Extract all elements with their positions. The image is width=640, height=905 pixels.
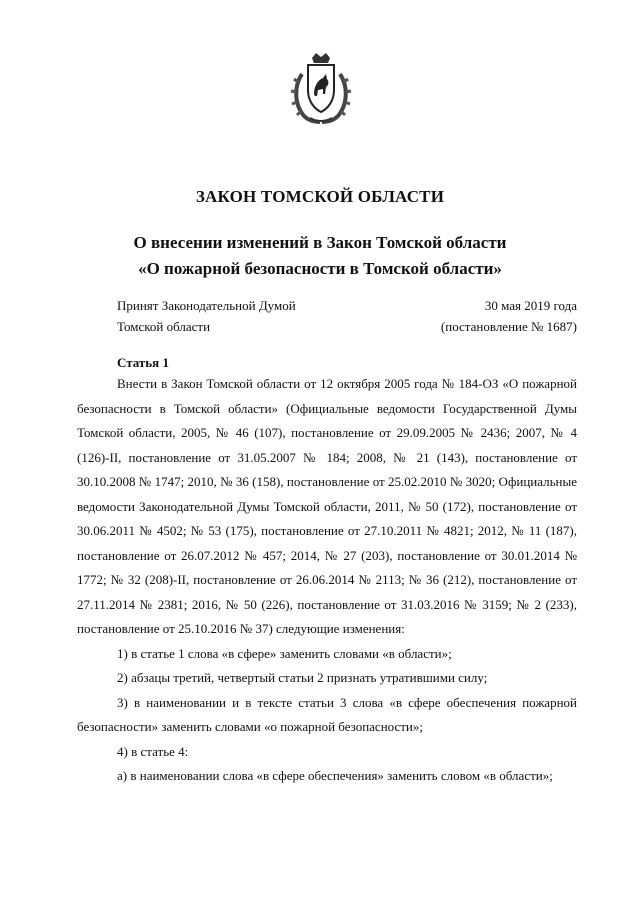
subtitle-line: «О пожарной безопасности в Томской области»	[138, 259, 502, 278]
adopted-by-line: Томской области	[117, 319, 211, 334]
article-body	[77, 372, 577, 789]
paragraph: 1) в статье 1 слова «в сфере» заменить словами «в области»;	[117, 645, 452, 661]
adoption-date: 30 мая 2019 года	[484, 298, 577, 313]
subtitle-line: О внесении изменений в Закон Томской области	[133, 233, 507, 252]
paragraph: а) в наименовании слова «в сфере обеспечения» заменить словом «в области»;	[117, 768, 553, 783]
article-heading: Статья 1	[117, 355, 169, 370]
paragraph: Внести в Закон Томской области от 12 октября 2005 года № 184-ОЗ «О пожарной безопасности в Томской области» (Официальные ведомости Государственной Думы Томской области, 2005, № 46 (107), постановление от 29.09.2005 № 2436; 2007, № 4 (126)-II, постановление от 31.05.2007 № 184; 2008, № 21 (143), постановление от 30.10.2008 № 1747; 2010, № 36 (158), постановление от 25.02.2010 № 3020; Официальные ведомости Законодательной Думы Томской области, 2011, № 50 (172), постановление от 30.06.2011 № 4502; № 53 (175), постановление от 27.10.2011 № 4821; 2012, № 11 (187), постановление от 26.07.2012 № 457; 2014, № 27 (203), постановление от 30.01.2014 № 1772; № 32 (208)-II, постановление от 26.06.2014 № 2113; № 36 (212), постановление от 27.11.2014 № 2381; 2016, № 50 (226), постановление от 31.03.2016 № 3159; № 2 (233), постановление от 25.10.2016 № 37) следующие изменения:	[77, 376, 577, 636]
document-subtitle	[0, 230, 640, 282]
paragraph: 4) в статье 4:	[117, 743, 189, 759]
adoption-resolution: (постановление № 1687)	[440, 319, 577, 334]
document-title: ЗАКОН ТОМСКОЙ ОБЛАСТИ	[195, 187, 445, 206]
paragraph: 2) абзацы третий, четвертый статьи 2 признать утратившими силу;	[117, 670, 488, 685]
paragraph: 3) в наименовании и в тексте статьи 3 слова «в сфере обеспечения пожарной безопасности» заменить словами «о пожарной безопасности»;	[77, 694, 577, 734]
adoption-date-block	[441, 295, 577, 337]
adopted-by-line: Принят Законодательной Думой	[117, 298, 296, 313]
coat-of-arms-icon	[290, 52, 352, 124]
adopted-by	[117, 295, 296, 337]
